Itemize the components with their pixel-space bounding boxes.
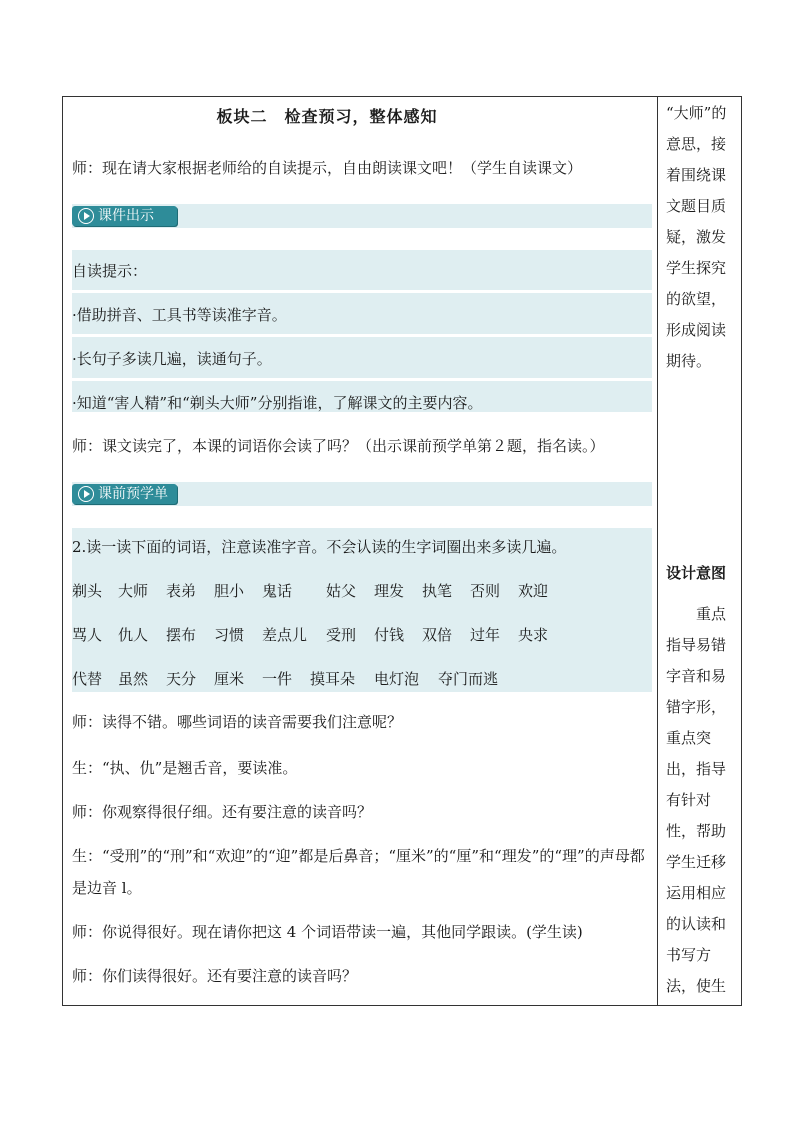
word: 夺门而逃: [438, 670, 499, 688]
word: 天分: [166, 670, 197, 688]
design-intent-text: 重点指导易错字音和易错字形，重点突出，指导有针对性，帮助学生迁移运用相应的认读和书写方法，使生: [666, 605, 727, 995]
dialogue-line: 师：读得不错。哪些词语的读音需要我们注意呢？: [72, 713, 403, 731]
word: 理发: [374, 582, 405, 600]
section-title: 板块二 检查预习，整体感知: [216, 107, 438, 126]
main-column: [62, 96, 657, 1006]
word: 欢迎: [518, 582, 549, 600]
word: 习惯: [214, 626, 245, 644]
word: 差点儿: [262, 626, 308, 644]
prestudy-tag: [72, 484, 177, 504]
word: 厘米: [214, 670, 245, 688]
word: 摆布: [166, 626, 197, 644]
word: 否则: [470, 582, 501, 600]
word: 执笔: [422, 582, 453, 600]
exercise-box: [72, 528, 652, 692]
word: 表弟: [166, 582, 197, 600]
side-intent-text: “大师”的意思，接着围绕课文题目质疑，激发学生探究的欲望，形成阅读期待。: [666, 104, 727, 370]
word: 过年: [470, 626, 501, 644]
dialogue-line: 师：你们读得很好。还有要注意的读音吗？: [72, 967, 358, 985]
word: 电灯泡: [374, 670, 420, 688]
reading-hints-box: [72, 250, 652, 412]
courseware-band: [72, 204, 652, 228]
hint-item: ·长句子多读几遍，读通句子。: [72, 350, 272, 368]
word: 代替: [72, 670, 103, 688]
hint-item: ·借助拼音、工具书等读准字音。: [72, 306, 287, 324]
word: 胆小: [214, 582, 245, 600]
word: 大师: [118, 582, 149, 600]
word: 摸耳朵: [310, 670, 356, 688]
word: 骂人: [72, 626, 103, 644]
word: 虽然: [118, 670, 149, 688]
word: 双倍: [422, 626, 453, 644]
word: 姑父: [326, 582, 357, 600]
hint-item: ·知道“害人精”和“剃头大师”分别指谁，了解课文的主要内容。: [72, 394, 483, 412]
intro-text: 师：现在请大家根据老师给的自读提示，自由朗读课文吧！（学生自读课文）: [72, 159, 583, 177]
play-icon: [78, 486, 94, 502]
courseware-tag: [72, 206, 177, 226]
dialogue-line: 生：“执、仇”是翘舌音，要读准。: [72, 759, 298, 777]
exercise-prompt: 2.读一读下面的词语，注意读准字音。不会认读的生字词圈出来多读几遍。: [72, 538, 567, 556]
courseware-tag-label: 课件出示: [98, 208, 154, 224]
side-column: [658, 96, 742, 1006]
word: 仇人: [118, 626, 149, 644]
dialogue-line: 师：你说得很好。现在请你把这 4 个词语带读一遍，其他同学跟读。(学生读): [72, 923, 583, 941]
play-icon: [78, 208, 94, 224]
hints-heading: 自读提示：: [72, 262, 148, 280]
prestudy-tag-label: 课前预学单: [98, 486, 168, 502]
question-text: 师：课文读完了，本课的词语你会读了吗？（出示课前预学单第２题，指名读。）: [72, 437, 605, 455]
dialogue-line: 生：“受刑”的“刑”和“欢迎”的“迎”都是后鼻音；“厘米”的“厘”和“理发”的“理”的声母都是边音 l。: [72, 847, 645, 897]
design-intent-heading: 设计意图: [666, 564, 727, 582]
word: 剃头: [72, 582, 103, 600]
word: 央求: [518, 626, 549, 644]
word: 鬼话: [262, 582, 293, 600]
word: 付钱: [374, 626, 405, 644]
word: 一件: [262, 670, 293, 688]
word: 受刑: [326, 626, 357, 644]
prestudy-band: [72, 482, 652, 506]
dialogue-line: 师：你观察得很仔细。还有要注意的读音吗？: [72, 803, 373, 821]
